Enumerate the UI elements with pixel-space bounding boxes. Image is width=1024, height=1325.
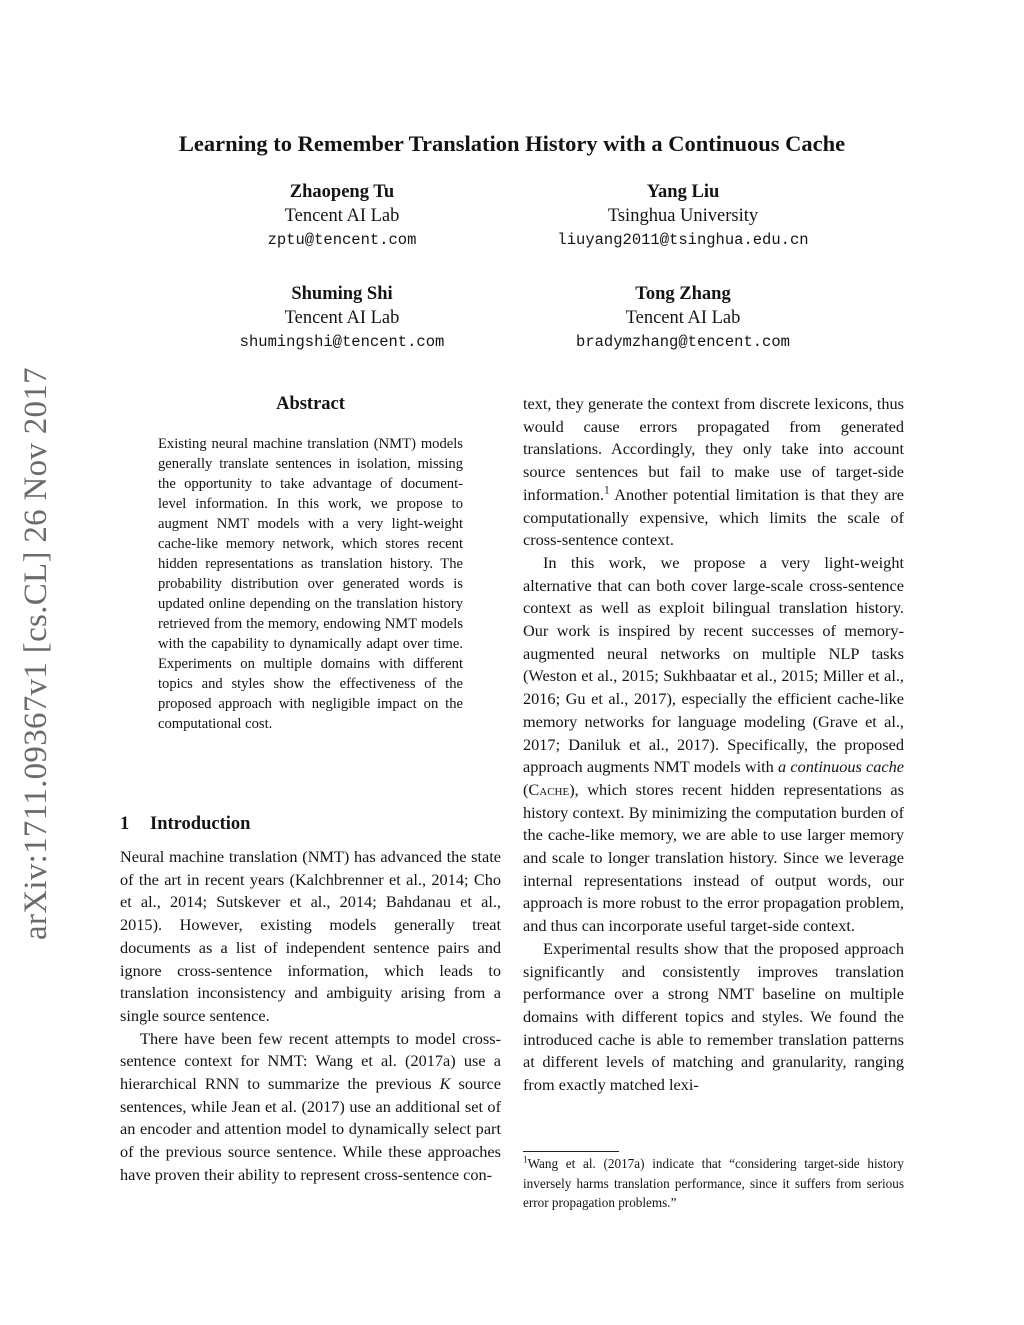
right-column-body [523,393,904,1097]
author-email: bradymzhang@tencent.com [576,333,790,351]
text-run: There have been few recent attempts to model cross-sentence context for NMT: Wang et al. (2017a) use a hierarchical RNN to summarize the previous [120,1028,501,1094]
abstract-heading: Abstract [276,394,345,414]
author-affiliation: Tencent AI Lab [625,308,741,328]
author-affiliation: Tsinghua University [607,206,759,226]
paragraph: Experimental results show that the proposed approach significantly and consistently improves translation performance over a strong NMT baseline on multiple domains with different topics and styles. We found the introduced cache is able to remember translation patterns at different levels of matching and granularity, ranging from exactly matched lexi- [523,938,904,1095]
emphasis: a continuous cache [778,757,905,777]
paper-title: Learning to Remember Translation History with a Continuous Cache [178,131,846,156]
text-run: In this work, we propose a very light-weight alternative that can both cover large-scale cross-sentence context as well as exploit bilingual translation history. Our work is inspired by recent successes of memory-augmented neural networks on multiple NLP tasks (Weston et al., 2015; Sukhbaatar et al., 2015; Miller et al., 2016; Gu et al., 2017), especially the efficient cache-like memory networks for language modeling (Grave et al., 2017; Daniluk et al., 2017). Specifically, the proposed approach augments NMT models with [523,552,904,777]
author-email: zptu@tencent.com [267,231,417,249]
author-name: Zhaopeng Tu [289,182,395,202]
author-name: Tong Zhang [635,284,731,304]
paragraph [523,552,904,938]
math-variable: K [439,1074,451,1094]
footnote [523,1154,904,1213]
text-run: ), which stores recent hidden representations as history context. By minimizing the computation burden of the cache-like memory, we are able to use larger memory and scale to longer translation history. Since we leverage internal representations instead of output words, our approach is more robust to the error propagation problem, and thus can incorporate useful target-side context. [523,779,904,936]
paragraph: Neural machine translation (NMT) has advanced the state of the art in recent years (Kalchbrenner et al., 2014; Cho et al., 2014; Sutskever et al., 2014; Bahdanau et al., 2015). However, existing models generally treat documents as a list of independent sentence pairs and ignore cross-sentence information, which leads to translation inconsistency and ambiguity arising from a single source sentence. [120,847,501,1025]
left-column-body [120,846,501,1187]
arxiv-identifier-stamp: arXiv:1711.09367v1 [cs.CL] 26 Nov 2017 [18,367,54,940]
footnote-text: Wang et al. (2017a) indicate that “considering target-side history inversely harms translation performance, since it suffers from serious error propagation problems.” [523,1156,904,1210]
text-run: text, they generate the context from discrete lexicons, thus would cause errors propagated from generated translations. Accordingly, they only take into account source sentences but fail to make use of target-side information. [523,394,904,504]
section-number: 1 [120,814,130,834]
author-email: liuyang2011@tsinghua.edu.cn [557,231,809,249]
author-email: shumingshi@tencent.com [239,333,445,351]
author-affiliation: Tencent AI Lab [284,206,400,226]
text-run: Another potential limitation is that they are computationally expensive, which limits the scale of cross-sentence context. [523,484,904,550]
footnote-divider [523,1151,619,1152]
author-block [162,180,522,252]
author-name: Yang Liu [646,182,720,202]
author-block [503,180,863,252]
footnote-marker: 1 [603,484,610,497]
author-block [162,282,522,354]
author-affiliation: Tencent AI Lab [284,308,400,328]
text-run: source sentences, while Jean et al. (2017) use an additional set of an encoder and attention model to dynamically select part of the previous source sentence. While these approaches have proven their ability to represent cross-sentence con- [120,1074,501,1184]
author-name: Shuming Shi [291,284,393,304]
abstract-text: Existing neural machine translation (NMT) models generally translate sentences in isolation, missing the opportunity to take advantage of document-level information. In this work, we propose to augment NMT models with a very light-weight cache-like memory network, which stores recent hidden representations as translation history. The probability distribution over generated words is updated online depending on the translation history retrieved from the memory, endowing NMT models with the capability to dynamically adapt over time. Experiments on multiple domains with different topics and styles show the effectiveness of the proposed approach with negligible impact on the computational cost. [158,436,463,732]
author-block [503,282,863,354]
paragraph [120,1028,501,1187]
paragraph [523,393,904,552]
section-heading [120,811,500,837]
small-caps-term: Cache [528,779,570,799]
text-run: ( [523,779,529,799]
footnote-number: 1 [523,1154,528,1165]
section-title: Introduction [150,814,251,834]
